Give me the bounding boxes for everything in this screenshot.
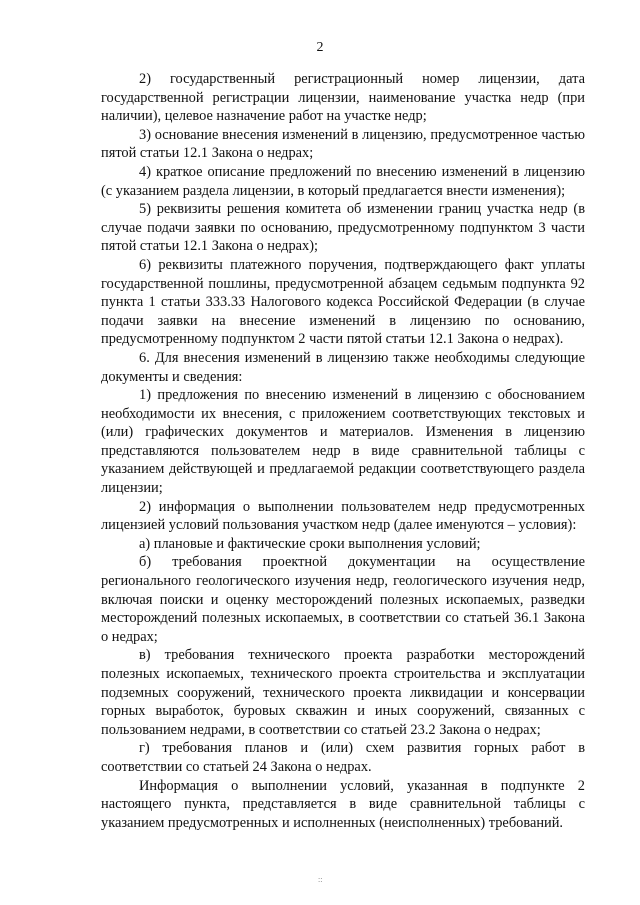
paragraph-letter-g: г) требования планов и (или) схем развития горных работ в соответствии со статьей 24 Закона о недрах. [101, 740, 585, 775]
paragraph-point-6: 6. Для внесения изменений в лицензию также необходимы следующие документы и сведения: [101, 349, 585, 385]
paragraph-subpoint-2: 2) информация о выполнении пользователем недр предусмотренных лицензией условий пользования участком недр (далее именуются – условия): [101, 498, 585, 534]
paragraph-letter-a: а) плановые и фактические сроки выполнения условий; [139, 535, 481, 552]
scan-mark: :: [318, 875, 323, 884]
paragraph-subpoint-1: 1) предложения по внесению изменений в лицензию с обоснованием необходимости их внесения, с приложением соответствующих текстовых и (или) графических документов и материалов. Изменения в лицензию представляются пользователем недр в виде сравнительной таблицы с указанием действующей и предлагаемой редакции соответствующего раздела лицензии; [101, 387, 585, 497]
paragraph-item-6: 6) реквизиты платежного поручения, подтверждающего факт уплаты государственной пошлины, предусмотренной абзацем седьмым подпункта 92 пункта 1 статьи 333.33 Налогового кодекса Российской Федерации (в случае подачи заявки на внесение изменений в лицензию по основанию, предусмотренному подпунктом 2 части пятой статьи 12.1 Закона о недрах). [101, 256, 585, 348]
paragraph-item-3: 3) основание внесения изменений в лицензию, предусмотренное частью пятой статьи 12.1 Закона о недрах; [101, 126, 585, 162]
document-body [101, 70, 585, 832]
paragraph-item-5: 5) реквизиты решения комитета об изменении границ участка недр (в случае подачи заявки по основанию, предусмотренному подпунктом 3 части пятой статьи 12.1 Закона о недрах); [101, 201, 585, 255]
paragraph-item-4: 4) краткое описание предложений по внесению изменений в лицензию (с указанием раздела лицензии, в который предлагается внести изменения); [101, 163, 585, 199]
page-number: 2 [316, 40, 324, 55]
paragraph-letter-v: в) требования технического проекта разработки месторождений полезных ископаемых, технического проекта строительства и эксплуатации подземных сооружений, технического проекта ликвидации и консервации горных выработок, буровых скважин и иных сооружений, связанных с пользованием недрами, в соответствии со статьей 23.2 Закона о недрах; [101, 647, 585, 738]
paragraph-info: Информация о выполнении условий, указанная в подпункте 2 настоящего пункта, представляется в виде сравнительной таблицы с указанием предусмотренных и исполненных (неисполненных) требований. [101, 777, 585, 831]
paragraph-letter-b: б) требования проектной документации на осуществление регионального геологического изучения недр, геологического изучения недр, включая поиски и оценку месторождений полезных ископаемых, разведки месторождений полезных ископаемых, в соответствии со статьей 36.1 Закона о недрах; [101, 554, 585, 645]
paragraph-item-2: 2) государственный регистрационный номер лицензии, дата государственной регистрации лицензии, наименование участка недр (при наличии), целевое назначение работ на участке недр; [101, 71, 585, 125]
